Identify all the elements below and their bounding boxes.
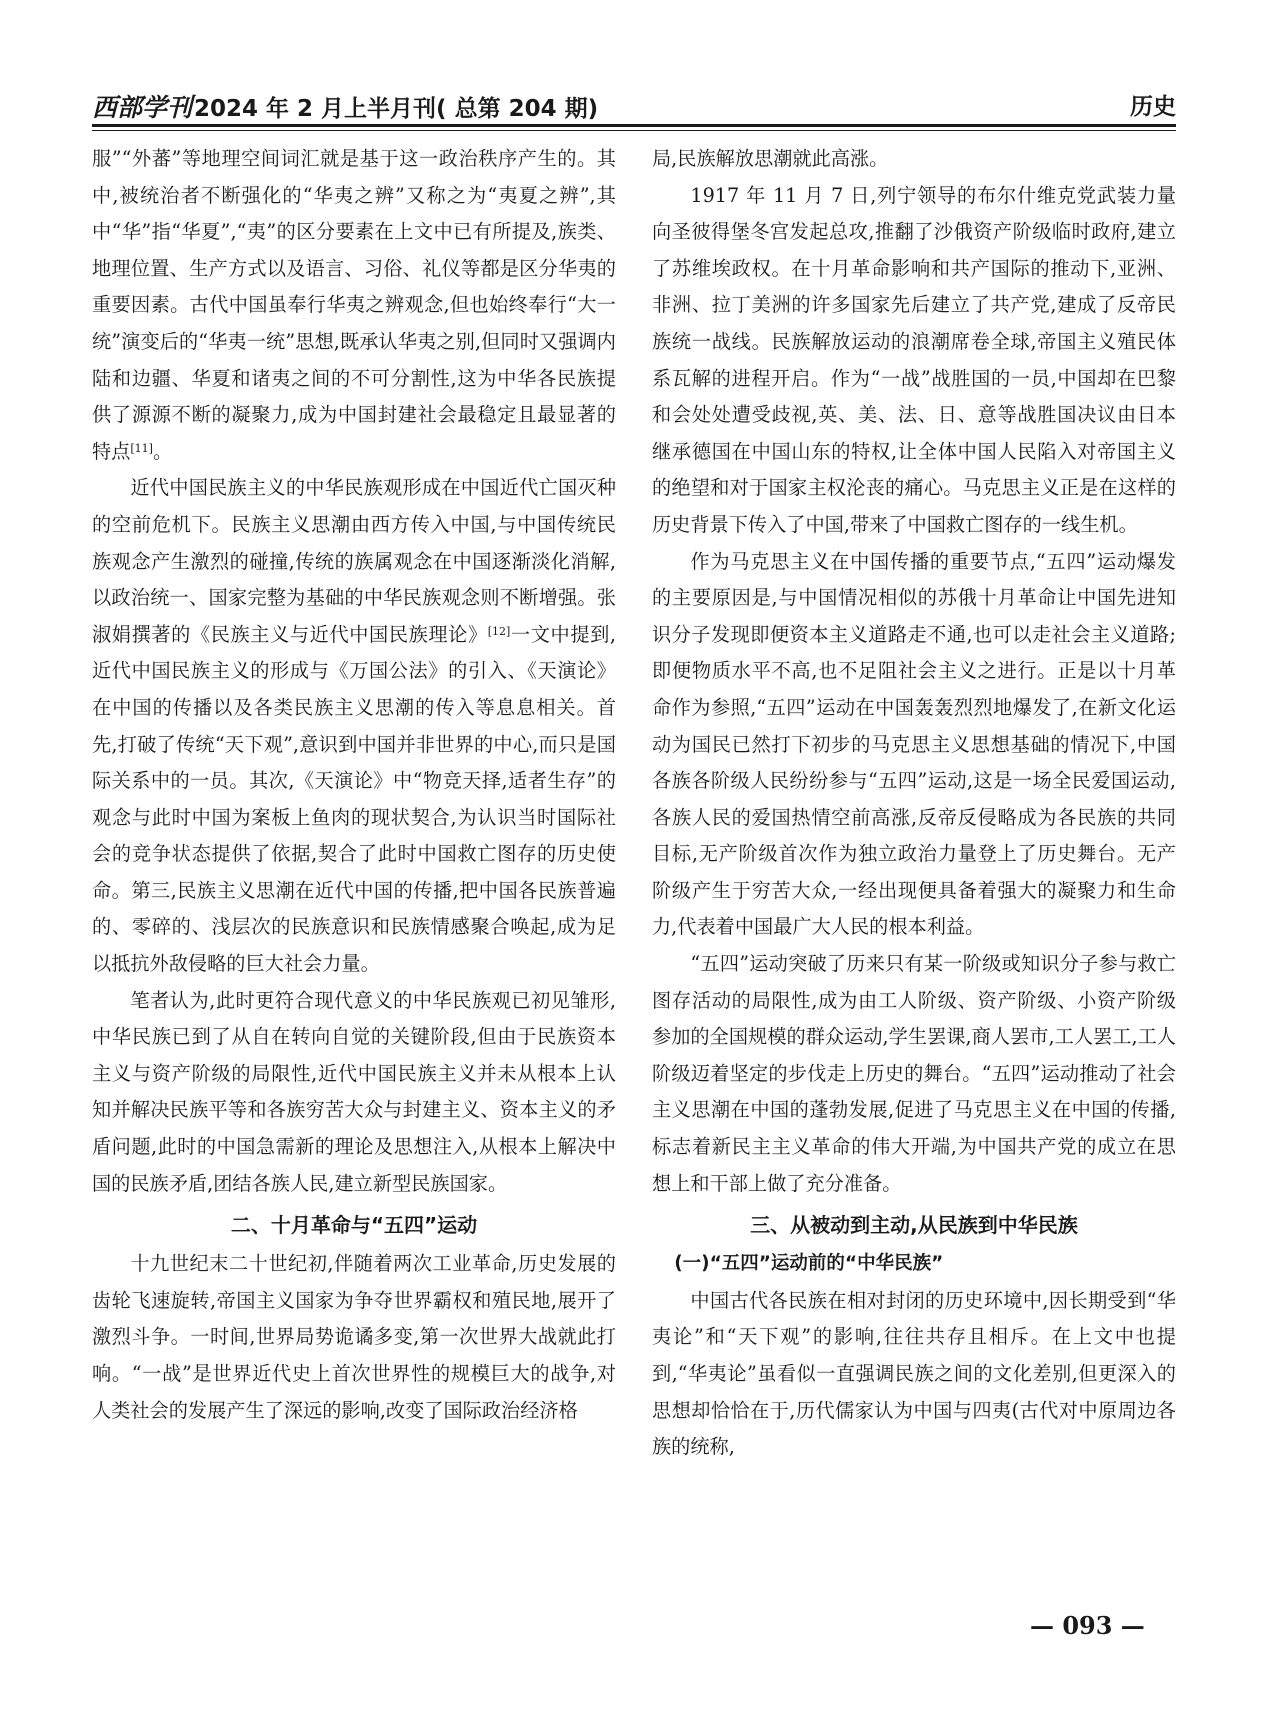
journal-logo: 西部学刊 bbox=[92, 93, 193, 122]
left-column bbox=[92, 141, 616, 1429]
paragraph: 近代中国民族主义的中华民族观形成在中国近代亡国灭种的空前危机下。民族主义思潮由西方传入中国,与中国传统民族观念产生激烈的碰撞,传统的族属观念在中国逐渐淡化消解,以政治统一、国家完整为基础的中华民族观念则不断增强。张淑娟撰著的《民族主义与近代中国民族理论》[12]一文中提到,近代中国民族主义的形成与《万国公法》的引入、《天演论》在中国的传播以及各类民族主义思潮的传入等息息相关。首先,打破了传统“天下观”,意识到中国并非世界的中心,而只是国际关系中的一员。其次,《天演论》中“物竞天择,适者生存”的观念与此时中国为案板上鱼肉的现状契合,为认识当时国际社会的竞争状态提供了依据,契合了此时中国救亡图存的历史使命。第三,民族主义思潮在近代中国的传播,把中国各民族普遍的、零碎的、浅层次的民族意识和民族情感聚合唤起,成为足以抵抗外敌侵略的巨大社会力量。 bbox=[92, 476, 616, 976]
paragraph: 局,民族解放思潮就此高涨。 bbox=[652, 147, 889, 170]
journal-title bbox=[92, 88, 598, 124]
right-column bbox=[652, 141, 1176, 1466]
paragraph: 服”“外蕃”等地理空间词汇就是基于这一政治秩序产生的。其中,被统治者不断强化的“华夷之辨”又称之为“夷夏之辨”,其中“华”指“华夏”,“夷”的区分要素在上文中已有所提及,族类、地理位置、生产方式以及语言、习俗、礼仪等都是区分华夷的重要因素。古代中国虽奉行华夷之辨观念,但也始终奉行“大一统”演变后的“华夷一统”思想,既承认华夷之别,但同时又强调内陆和边疆、华夏和诸夷之间的不可分割性,这为中华各民族提供了源源不断的凝聚力,成为中国封建社会最稳定且最显著的特点[11]。 bbox=[92, 147, 616, 463]
page-number: — 093 — bbox=[1030, 1611, 1145, 1640]
paragraph: “五四”运动突破了历来只有某一阶级或知识分子参与救亡图存活动的局限性,成为由工人阶级、资产阶级、小资产阶级参加的全国规模的群众运动,学生罢课,商人罢市,工人罢工,工人阶级迈着坚定的步伐走上历史的舞台。“五四”运动推动了社会主义思潮在中国的蓬勃发展,促进了马克思主义在中国的传播,标志着新民主主义革命的伟大开端,为中国共产党的成立在思想上和干部上做了充分准备。 bbox=[652, 952, 1176, 1195]
page-header bbox=[92, 84, 1176, 124]
section-label: 历史 bbox=[1130, 94, 1176, 120]
citation-ref: [12] bbox=[487, 624, 511, 638]
paragraph: 十九世纪末二十世纪初,伴随着两次工业革命,历史发展的齿轮飞速旋转,帝国主义国家为争夺世界霸权和殖民地,展开了激烈斗争。一时间,世界局势诡谲多变,第一次世界大战就此打响。“一战”是世界近代史上首次世界性的规模巨大的战争,对人类社会的发展产生了深远的影响,改变了国际政治经济格 bbox=[92, 1252, 616, 1422]
paragraph: 作为马克思主义在中国传播的重要节点,“五四”运动爆发的主要原因是,与中国情况相似的苏俄十月革命让中国先进知识分子发现即便资本主义道路走不通,也可以走社会主义道路;即便物质水平不高,也不足阻社会主义之进行。正是以十月革命作为参照,“五四”运动在中国轰轰烈烈地爆发了,在新文化运动为国民已然打下初步的马克思主义思想基础的情况下,中国各族各阶级人民纷纷参与“五四”运动,这是一场全民爱国运动,各族人民的爱国热情空前高涨,反帝反侵略成为各民族的共同目标,无产阶级首次作为独立政治力量登上了历史舞台。无产阶级产生于穷苦大众,一经出现便具备着强大的凝聚力和生命力,代表着中国最广大人民的根本利益。 bbox=[652, 549, 1176, 939]
section-heading: 二、十月革命与“五四”运动 bbox=[230, 1213, 478, 1238]
section-heading: 三、从被动到主动,从民族到中华民族 bbox=[750, 1213, 1078, 1238]
header-rule-thin bbox=[92, 130, 1176, 131]
paragraph: 中国古代各民族在相对封闭的历史环境中,因长期受到“华夷论”和“天下观”的影响,往往共存且相斥。在上文中也提到,“华夷论”虽看似一直强调民族之间的文化差别,但更深入的思想却恰恰在于,历代儒家认为中国与四夷(古代对中原周边各族的统称, bbox=[652, 1288, 1176, 1459]
citation-ref: [11] bbox=[130, 441, 153, 455]
paragraph: 1917 年 11 月 7 日,列宁领导的布尔什维克党武装力量向圣彼得堡冬宫发起总攻,推翻了沙俄资产阶级临时政府,建立了苏维埃政权。在十月革命影响和共产国际的推动下,亚洲、非洲、拉丁美洲的许多国家先后建立了共产党,建成了反帝民族统一战线。民族解放运动的浪潮席卷全球,帝国主义殖民体系瓦解的进程开启。作为“一战”战胜国的一员,中国却在巴黎和会处处遭受歧视,英、美、法、日、意等战胜国决议由日本继承德国在中国山东的特权,让全体中国人民陷入对帝国主义的绝望和对于国家主权沦丧的痛心。马克思主义正是在这样的历史背景下传入了中国,带来了中国救亡图存的一线生机。 bbox=[652, 183, 1176, 536]
paragraph: 笔者认为,此时更符合现代意义的中华民族观已初见雏形,中华民族已到了从自在转向自觉的关键阶段,但由于民族资本主义与资产阶级的局限性,近代中国民族主义并未从根本上认知并解决民族平等和各族穷苦大众与封建主义、资本主义的矛盾问题,此时的中国急需新的理论及思想注入,从根本上解决中国的民族矛盾,团结各族人民,建立新型民族国家。 bbox=[92, 988, 616, 1195]
issue-info: 2024 年 2 月上半月刊( 总第 204 期) bbox=[194, 96, 599, 122]
subsection-heading: (一)“五四”运动前的“中华民族” bbox=[674, 1253, 944, 1275]
header-rule bbox=[92, 124, 1176, 127]
